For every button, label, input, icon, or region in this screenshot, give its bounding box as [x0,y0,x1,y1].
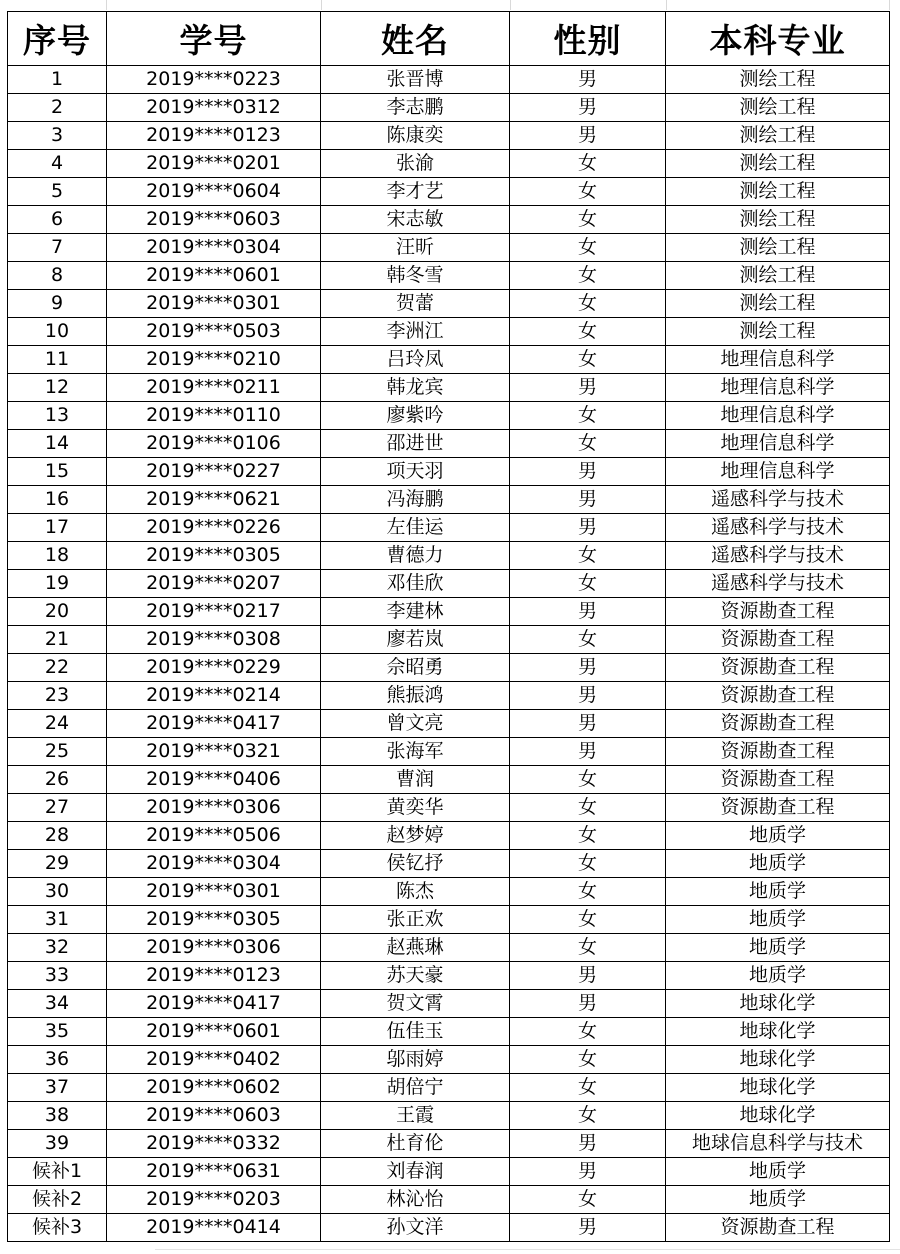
cell-name[interactable]: 杜育伦 [321,1130,510,1158]
table-row [8,934,890,962]
cell-major[interactable]: 资源勘查工程 [666,682,890,710]
table-row [8,1074,890,1102]
table-row [8,962,890,990]
cell-student-id[interactable]: 2019****0304 [107,850,321,878]
cell-student-id[interactable]: 2019****0123 [107,962,321,990]
cell-name[interactable]: 李志鹏 [321,94,510,122]
cell-gender[interactable]: 女 [510,290,666,318]
cell-name[interactable]: 韩冬雪 [321,262,510,290]
gridline [889,0,890,10]
cell-major[interactable]: 地质学 [666,1158,890,1186]
cell-seq[interactable]: 4 [8,150,107,178]
cell-major[interactable]: 地理信息科学 [666,346,890,374]
cell-student-id[interactable]: 2019****0417 [107,990,321,1018]
cell-gender[interactable]: 女 [510,766,666,794]
cell-major[interactable]: 测绘工程 [666,66,890,94]
table-row [8,1158,890,1186]
cell-student-id[interactable]: 2019****0106 [107,430,321,458]
cell-major[interactable]: 地质学 [666,906,890,934]
cell-gender[interactable]: 男 [510,598,666,626]
cell-seq[interactable]: 16 [8,486,107,514]
cell-major[interactable]: 遥感科学与技术 [666,542,890,570]
cell-major[interactable]: 地球化学 [666,1018,890,1046]
cell-student-id[interactable]: 2019****0229 [107,654,321,682]
cell-name[interactable]: 曹润 [321,766,510,794]
cell-student-id[interactable]: 2019****0211 [107,374,321,402]
cell-name[interactable]: 胡倍宁 [321,1074,510,1102]
cell-gender[interactable]: 女 [510,234,666,262]
table-row [8,430,890,458]
cell-student-id[interactable]: 2019****0304 [107,234,321,262]
table-row [8,766,890,794]
table-row [8,598,890,626]
header-row [8,12,890,66]
cell-gender[interactable]: 女 [510,206,666,234]
table-row [8,1130,890,1158]
cell-name[interactable]: 廖紫吟 [321,402,510,430]
cell-gender[interactable]: 女 [510,402,666,430]
cell-student-id[interactable]: 2019****0306 [107,794,321,822]
cell-name[interactable]: 陈康奕 [321,122,510,150]
cell-major[interactable]: 地理信息科学 [666,402,890,430]
cell-major[interactable]: 测绘工程 [666,290,890,318]
cell-seq[interactable]: 候补1 [8,1158,107,1186]
cell-major[interactable]: 地质学 [666,850,890,878]
cell-seq[interactable]: 33 [8,962,107,990]
cell-major[interactable]: 遥感科学与技术 [666,486,890,514]
gridline [510,0,511,10]
cell-name[interactable]: 孙文洋 [321,1214,510,1242]
table-row [8,290,890,318]
cell-seq[interactable]: 23 [8,682,107,710]
column-header-gender[interactable]: 性别 [510,12,666,66]
cell-student-id[interactable]: 2019****0123 [107,122,321,150]
cell-name[interactable]: 廖若岚 [321,626,510,654]
cell-gender[interactable]: 女 [510,262,666,290]
cell-gender[interactable]: 男 [510,682,666,710]
column-header-name[interactable]: 姓名 [321,12,510,66]
cell-student-id[interactable]: 2019****0603 [107,1102,321,1130]
cell-student-id[interactable]: 2019****0207 [107,570,321,598]
cell-seq[interactable]: 30 [8,878,107,906]
cell-gender[interactable]: 女 [510,626,666,654]
cell-major[interactable]: 地理信息科学 [666,458,890,486]
cell-seq[interactable]: 28 [8,822,107,850]
cell-seq[interactable]: 10 [8,318,107,346]
table-row [8,990,890,1018]
cell-seq[interactable]: 13 [8,402,107,430]
cell-major[interactable]: 地球化学 [666,1074,890,1102]
cell-name[interactable]: 刘春润 [321,1158,510,1186]
cell-name[interactable]: 赵梦婷 [321,822,510,850]
cell-name[interactable]: 熊振鸿 [321,682,510,710]
table-row [8,122,890,150]
cell-seq[interactable]: 21 [8,626,107,654]
cell-student-id[interactable]: 2019****0321 [107,738,321,766]
cell-name[interactable]: 赵燕琳 [321,934,510,962]
cell-major[interactable]: 资源勘查工程 [666,794,890,822]
cell-student-id[interactable]: 2019****0201 [107,150,321,178]
cell-student-id[interactable]: 2019****0402 [107,1046,321,1074]
table-row [8,878,890,906]
table-row [8,374,890,402]
cell-seq[interactable]: 18 [8,542,107,570]
cell-seq[interactable]: 22 [8,654,107,682]
cell-name[interactable]: 邵进世 [321,430,510,458]
cell-name[interactable]: 贺文霄 [321,990,510,1018]
cell-name[interactable]: 贺蕾 [321,290,510,318]
cell-major[interactable]: 地质学 [666,934,890,962]
cell-gender[interactable]: 男 [510,374,666,402]
cell-seq[interactable]: 候补2 [8,1186,107,1214]
cell-seq[interactable]: 7 [8,234,107,262]
cell-name[interactable]: 李才艺 [321,178,510,206]
cell-student-id[interactable]: 2019****0601 [107,1018,321,1046]
cell-seq[interactable]: 14 [8,430,107,458]
cell-gender[interactable]: 男 [510,94,666,122]
cell-major[interactable]: 资源勘查工程 [666,766,890,794]
cell-student-id[interactable]: 2019****0332 [107,1130,321,1158]
cell-major[interactable]: 地质学 [666,962,890,990]
table-row [8,206,890,234]
cell-seq[interactable]: 24 [8,710,107,738]
table-row [8,570,890,598]
cell-seq[interactable]: 9 [8,290,107,318]
cell-seq[interactable]: 候补3 [8,1214,107,1242]
cell-major[interactable]: 地质学 [666,878,890,906]
cell-student-id[interactable]: 2019****0226 [107,514,321,542]
cell-gender[interactable]: 女 [510,878,666,906]
cell-student-id[interactable]: 2019****0414 [107,1214,321,1242]
cell-student-id[interactable]: 2019****0631 [107,1158,321,1186]
cell-gender[interactable]: 女 [510,318,666,346]
gridline [106,0,107,10]
cell-major[interactable]: 资源勘查工程 [666,654,890,682]
cell-student-id[interactable]: 2019****0604 [107,178,321,206]
cell-gender[interactable]: 女 [510,794,666,822]
cell-gender[interactable]: 男 [510,66,666,94]
cell-major[interactable]: 资源勘查工程 [666,710,890,738]
gridline [321,0,322,10]
table-row [8,318,890,346]
cell-student-id[interactable]: 2019****0603 [107,206,321,234]
table-row [8,486,890,514]
cell-major[interactable]: 资源勘查工程 [666,626,890,654]
table-row [8,94,890,122]
table-body [8,66,890,1242]
cell-student-id[interactable]: 2019****0305 [107,906,321,934]
cell-name[interactable]: 侯钇抒 [321,850,510,878]
cell-seq[interactable]: 39 [8,1130,107,1158]
table-row [8,66,890,94]
cell-seq[interactable]: 8 [8,262,107,290]
cell-seq[interactable]: 3 [8,122,107,150]
table-row [8,738,890,766]
cell-major[interactable]: 地球化学 [666,990,890,1018]
cell-gender[interactable]: 女 [510,850,666,878]
cell-name[interactable]: 左佳运 [321,514,510,542]
cell-name[interactable]: 冯海鹏 [321,486,510,514]
cell-name[interactable]: 佘昭勇 [321,654,510,682]
cell-gender[interactable]: 女 [510,430,666,458]
cell-student-id[interactable]: 2019****0621 [107,486,321,514]
table-row [8,542,890,570]
cell-seq[interactable]: 6 [8,206,107,234]
cell-seq[interactable]: 11 [8,346,107,374]
cell-major[interactable]: 资源勘查工程 [666,598,890,626]
cell-name[interactable]: 曹德力 [321,542,510,570]
cell-major[interactable]: 测绘工程 [666,234,890,262]
cell-name[interactable]: 邓佳欣 [321,570,510,598]
cell-name[interactable]: 王霞 [321,1102,510,1130]
cell-student-id[interactable]: 2019****0312 [107,94,321,122]
cell-student-id[interactable]: 2019****0217 [107,598,321,626]
cell-major[interactable]: 地球信息科学与技术 [666,1130,890,1158]
cell-seq[interactable]: 5 [8,178,107,206]
cell-major[interactable]: 测绘工程 [666,122,890,150]
cell-name[interactable]: 张渝 [321,150,510,178]
cell-gender[interactable]: 女 [510,570,666,598]
cell-major[interactable]: 地球化学 [666,1046,890,1074]
table-row [8,1214,890,1242]
cell-student-id[interactable]: 2019****0601 [107,262,321,290]
column-header-major[interactable]: 本科专业 [666,12,890,66]
cell-seq[interactable]: 17 [8,514,107,542]
cell-gender[interactable]: 男 [510,1130,666,1158]
cell-major[interactable]: 遥感科学与技术 [666,570,890,598]
cell-name[interactable]: 汪昕 [321,234,510,262]
cell-gender[interactable]: 男 [510,122,666,150]
cell-name[interactable]: 苏天豪 [321,962,510,990]
cell-gender[interactable]: 女 [510,150,666,178]
table-row [8,514,890,542]
table-row [8,262,890,290]
cell-gender[interactable]: 女 [510,934,666,962]
cell-gender[interactable]: 女 [510,1046,666,1074]
cell-major[interactable]: 测绘工程 [666,262,890,290]
gridline [666,0,667,10]
cell-seq[interactable]: 20 [8,598,107,626]
cell-name[interactable]: 宋志敏 [321,206,510,234]
cell-seq[interactable]: 26 [8,766,107,794]
cell-gender[interactable]: 男 [510,486,666,514]
column-header-student-id[interactable]: 学号 [107,12,321,66]
table-row [8,822,890,850]
table-row [8,850,890,878]
cell-name[interactable]: 项天羽 [321,458,510,486]
cell-gender[interactable]: 女 [510,1102,666,1130]
cell-name[interactable]: 伍佳玉 [321,1018,510,1046]
cell-seq[interactable]: 31 [8,906,107,934]
cell-student-id[interactable]: 2019****0308 [107,626,321,654]
table-row [8,906,890,934]
cell-student-id[interactable]: 2019****0223 [107,66,321,94]
cell-gender[interactable]: 男 [510,710,666,738]
table-row [8,346,890,374]
cell-name[interactable]: 李建林 [321,598,510,626]
cell-student-id[interactable]: 2019****0306 [107,934,321,962]
cell-seq[interactable]: 37 [8,1074,107,1102]
cell-gender[interactable]: 女 [510,1018,666,1046]
table-row [8,1018,890,1046]
column-header-seq[interactable]: 序号 [8,12,107,66]
cell-gender[interactable]: 男 [510,1214,666,1242]
table-row [8,1186,890,1214]
gridline [155,1249,900,1250]
cell-student-id[interactable]: 2019****0301 [107,290,321,318]
cell-name[interactable]: 曾文亮 [321,710,510,738]
table-row [8,150,890,178]
cell-student-id[interactable]: 2019****0602 [107,1074,321,1102]
cell-student-id[interactable]: 2019****0227 [107,458,321,486]
cell-gender[interactable]: 女 [510,178,666,206]
cell-seq[interactable]: 1 [8,66,107,94]
cell-gender[interactable]: 男 [510,962,666,990]
cell-name[interactable]: 张海军 [321,738,510,766]
table-row [8,1046,890,1074]
cell-student-id[interactable]: 2019****0214 [107,682,321,710]
cell-gender[interactable]: 男 [510,514,666,542]
cell-seq[interactable]: 27 [8,794,107,822]
cell-gender[interactable]: 女 [510,1186,666,1214]
cell-major[interactable]: 地理信息科学 [666,374,890,402]
cell-name[interactable]: 李洲江 [321,318,510,346]
cell-seq[interactable]: 32 [8,934,107,962]
cell-gender[interactable]: 男 [510,654,666,682]
cell-student-id[interactable]: 2019****0506 [107,822,321,850]
cell-seq[interactable]: 38 [8,1102,107,1130]
cell-student-id[interactable]: 2019****0110 [107,402,321,430]
cell-student-id[interactable]: 2019****0417 [107,710,321,738]
cell-seq[interactable]: 12 [8,374,107,402]
table-row [8,234,890,262]
cell-gender[interactable]: 女 [510,346,666,374]
table-row [8,458,890,486]
cell-seq[interactable]: 35 [8,1018,107,1046]
cell-gender[interactable]: 女 [510,1074,666,1102]
cell-gender[interactable]: 女 [510,542,666,570]
table-row [8,654,890,682]
cell-major[interactable]: 测绘工程 [666,206,890,234]
cell-name[interactable]: 邬雨婷 [321,1046,510,1074]
cell-seq[interactable]: 36 [8,1046,107,1074]
cell-seq[interactable]: 25 [8,738,107,766]
table-row [8,626,890,654]
cell-name[interactable]: 林沁怡 [321,1186,510,1214]
cell-major[interactable]: 测绘工程 [666,178,890,206]
cell-student-id[interactable]: 2019****0406 [107,766,321,794]
cell-gender[interactable]: 男 [510,990,666,1018]
cell-major[interactable]: 地质学 [666,1186,890,1214]
cell-major[interactable]: 测绘工程 [666,150,890,178]
cell-seq[interactable]: 19 [8,570,107,598]
cell-major[interactable]: 地球化学 [666,1102,890,1130]
cell-gender[interactable]: 男 [510,458,666,486]
cell-seq[interactable]: 2 [8,94,107,122]
table-row [8,794,890,822]
cell-seq[interactable]: 15 [8,458,107,486]
cell-major[interactable]: 地质学 [666,822,890,850]
cell-major[interactable]: 遥感科学与技术 [666,514,890,542]
cell-gender[interactable]: 男 [510,1158,666,1186]
cell-student-id[interactable]: 2019****0301 [107,878,321,906]
cell-student-id[interactable]: 2019****0210 [107,346,321,374]
table-row [8,682,890,710]
cell-name[interactable]: 黄奕华 [321,794,510,822]
cell-seq[interactable]: 34 [8,990,107,1018]
cell-major[interactable]: 测绘工程 [666,94,890,122]
cell-major[interactable]: 资源勘查工程 [666,1214,890,1242]
table-row [8,402,890,430]
cell-seq[interactable]: 29 [8,850,107,878]
cell-student-id[interactable]: 2019****0203 [107,1186,321,1214]
cell-major[interactable]: 测绘工程 [666,318,890,346]
cell-major[interactable]: 地理信息科学 [666,430,890,458]
table-row [8,710,890,738]
cell-gender[interactable]: 女 [510,822,666,850]
student-roster-table [7,11,890,1242]
table-row [8,178,890,206]
cell-name[interactable]: 张正欢 [321,906,510,934]
cell-gender[interactable]: 女 [510,906,666,934]
cell-name[interactable]: 吕玲凤 [321,346,510,374]
cell-name[interactable]: 韩龙宾 [321,374,510,402]
cell-name[interactable]: 陈杰 [321,878,510,906]
cell-student-id[interactable]: 2019****0305 [107,542,321,570]
cell-name[interactable]: 张晋博 [321,66,510,94]
cell-gender[interactable]: 男 [510,738,666,766]
table-row [8,1102,890,1130]
cell-student-id[interactable]: 2019****0503 [107,318,321,346]
cell-major[interactable]: 资源勘查工程 [666,738,890,766]
